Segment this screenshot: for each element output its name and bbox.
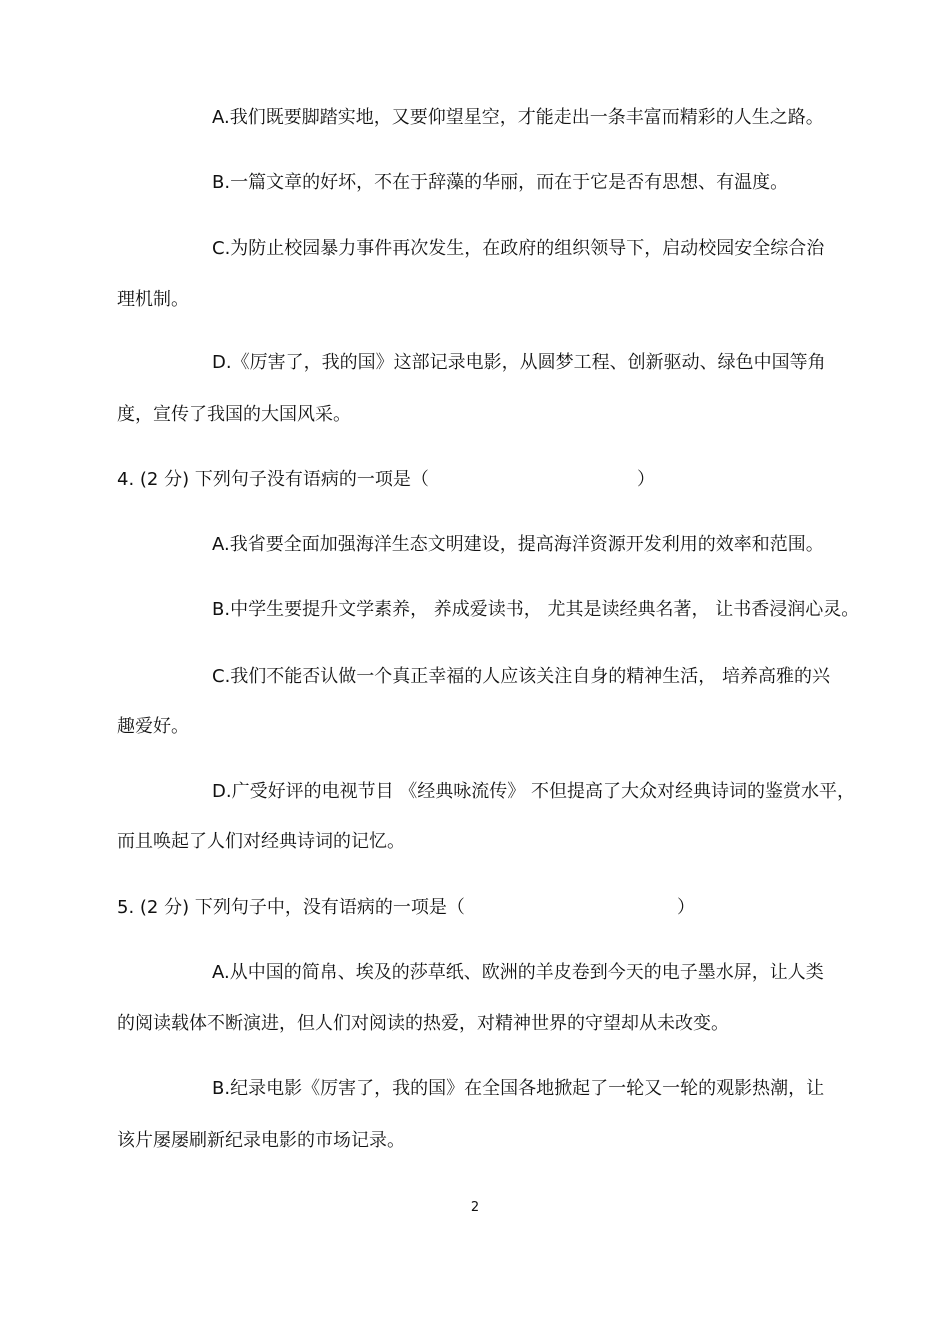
q5-answer-close-paren: ）	[677, 897, 695, 918]
q4-option-b: B.中学生要提升文学素养， 养成爱读书， 尤其是读经典名著， 让书香浸润心灵。	[212, 599, 860, 620]
q3-option-d-line2: 度，宣传了我国的大国风采。	[117, 404, 351, 425]
q3-option-a: A.我们既要脚踏实地，又要仰望星空，才能走出一条丰富而精彩的人生之路。	[212, 107, 824, 128]
q3-option-d-line1: D.《厉害了，我的国》这部记录电影，从圆梦工程、创新驱动、绿色中国等角	[212, 352, 826, 373]
q4-option-d-line2: 而且唤起了人们对经典诗词的记忆。	[117, 831, 405, 852]
q3-option-c-line2: 理机制。	[117, 289, 189, 310]
q5-stem: 5. (2 分) 下列句子中，没有语病的一项是（	[117, 897, 465, 918]
q4-stem: 4. (2 分) 下列句子没有语病的一项是（	[117, 469, 429, 490]
q5-option-a-line1: A.从中国的简帛、埃及的莎草纸、欧洲的羊皮卷到今天的电子墨水屏，让人类	[212, 962, 824, 983]
q4-option-c-line2: 趣爱好。	[117, 716, 189, 737]
q4-option-d-line1: D.广受好评的电视节目 《经典咏流传》 不但提高了大众对经典诗词的鉴赏水平，	[212, 781, 856, 802]
q5-option-b-line2: 该片屡屡刷新纪录电影的市场记录。	[117, 1130, 405, 1151]
q5-option-b-line1: B.纪录电影《厉害了，我的国》在全国各地掀起了一轮又一轮的观影热潮，让	[212, 1078, 825, 1099]
q3-option-c-line1: C.为防止校园暴力事件再次发生，在政府的组织领导下，启动校园安全综合治	[212, 238, 825, 259]
q4-option-a: A.我省要全面加强海洋生态文明建设，提高海洋资源开发利用的效率和范围。	[212, 534, 824, 555]
q4-answer-close-paren: ）	[637, 469, 655, 490]
q5-option-a-line2: 的阅读载体不断演进，但人们对阅读的热爱，对精神世界的守望却从未改变。	[117, 1013, 729, 1034]
q3-option-b: B.一篇文章的好坏，不在于辞藻的华丽，而在于它是否有思想、有温度。	[212, 172, 789, 193]
page-number: 2	[470, 1200, 480, 1215]
q4-option-c-line1: C.我们不能否认做一个真正幸福的人应该关注自身的精神生活， 培养高雅的兴	[212, 666, 831, 687]
